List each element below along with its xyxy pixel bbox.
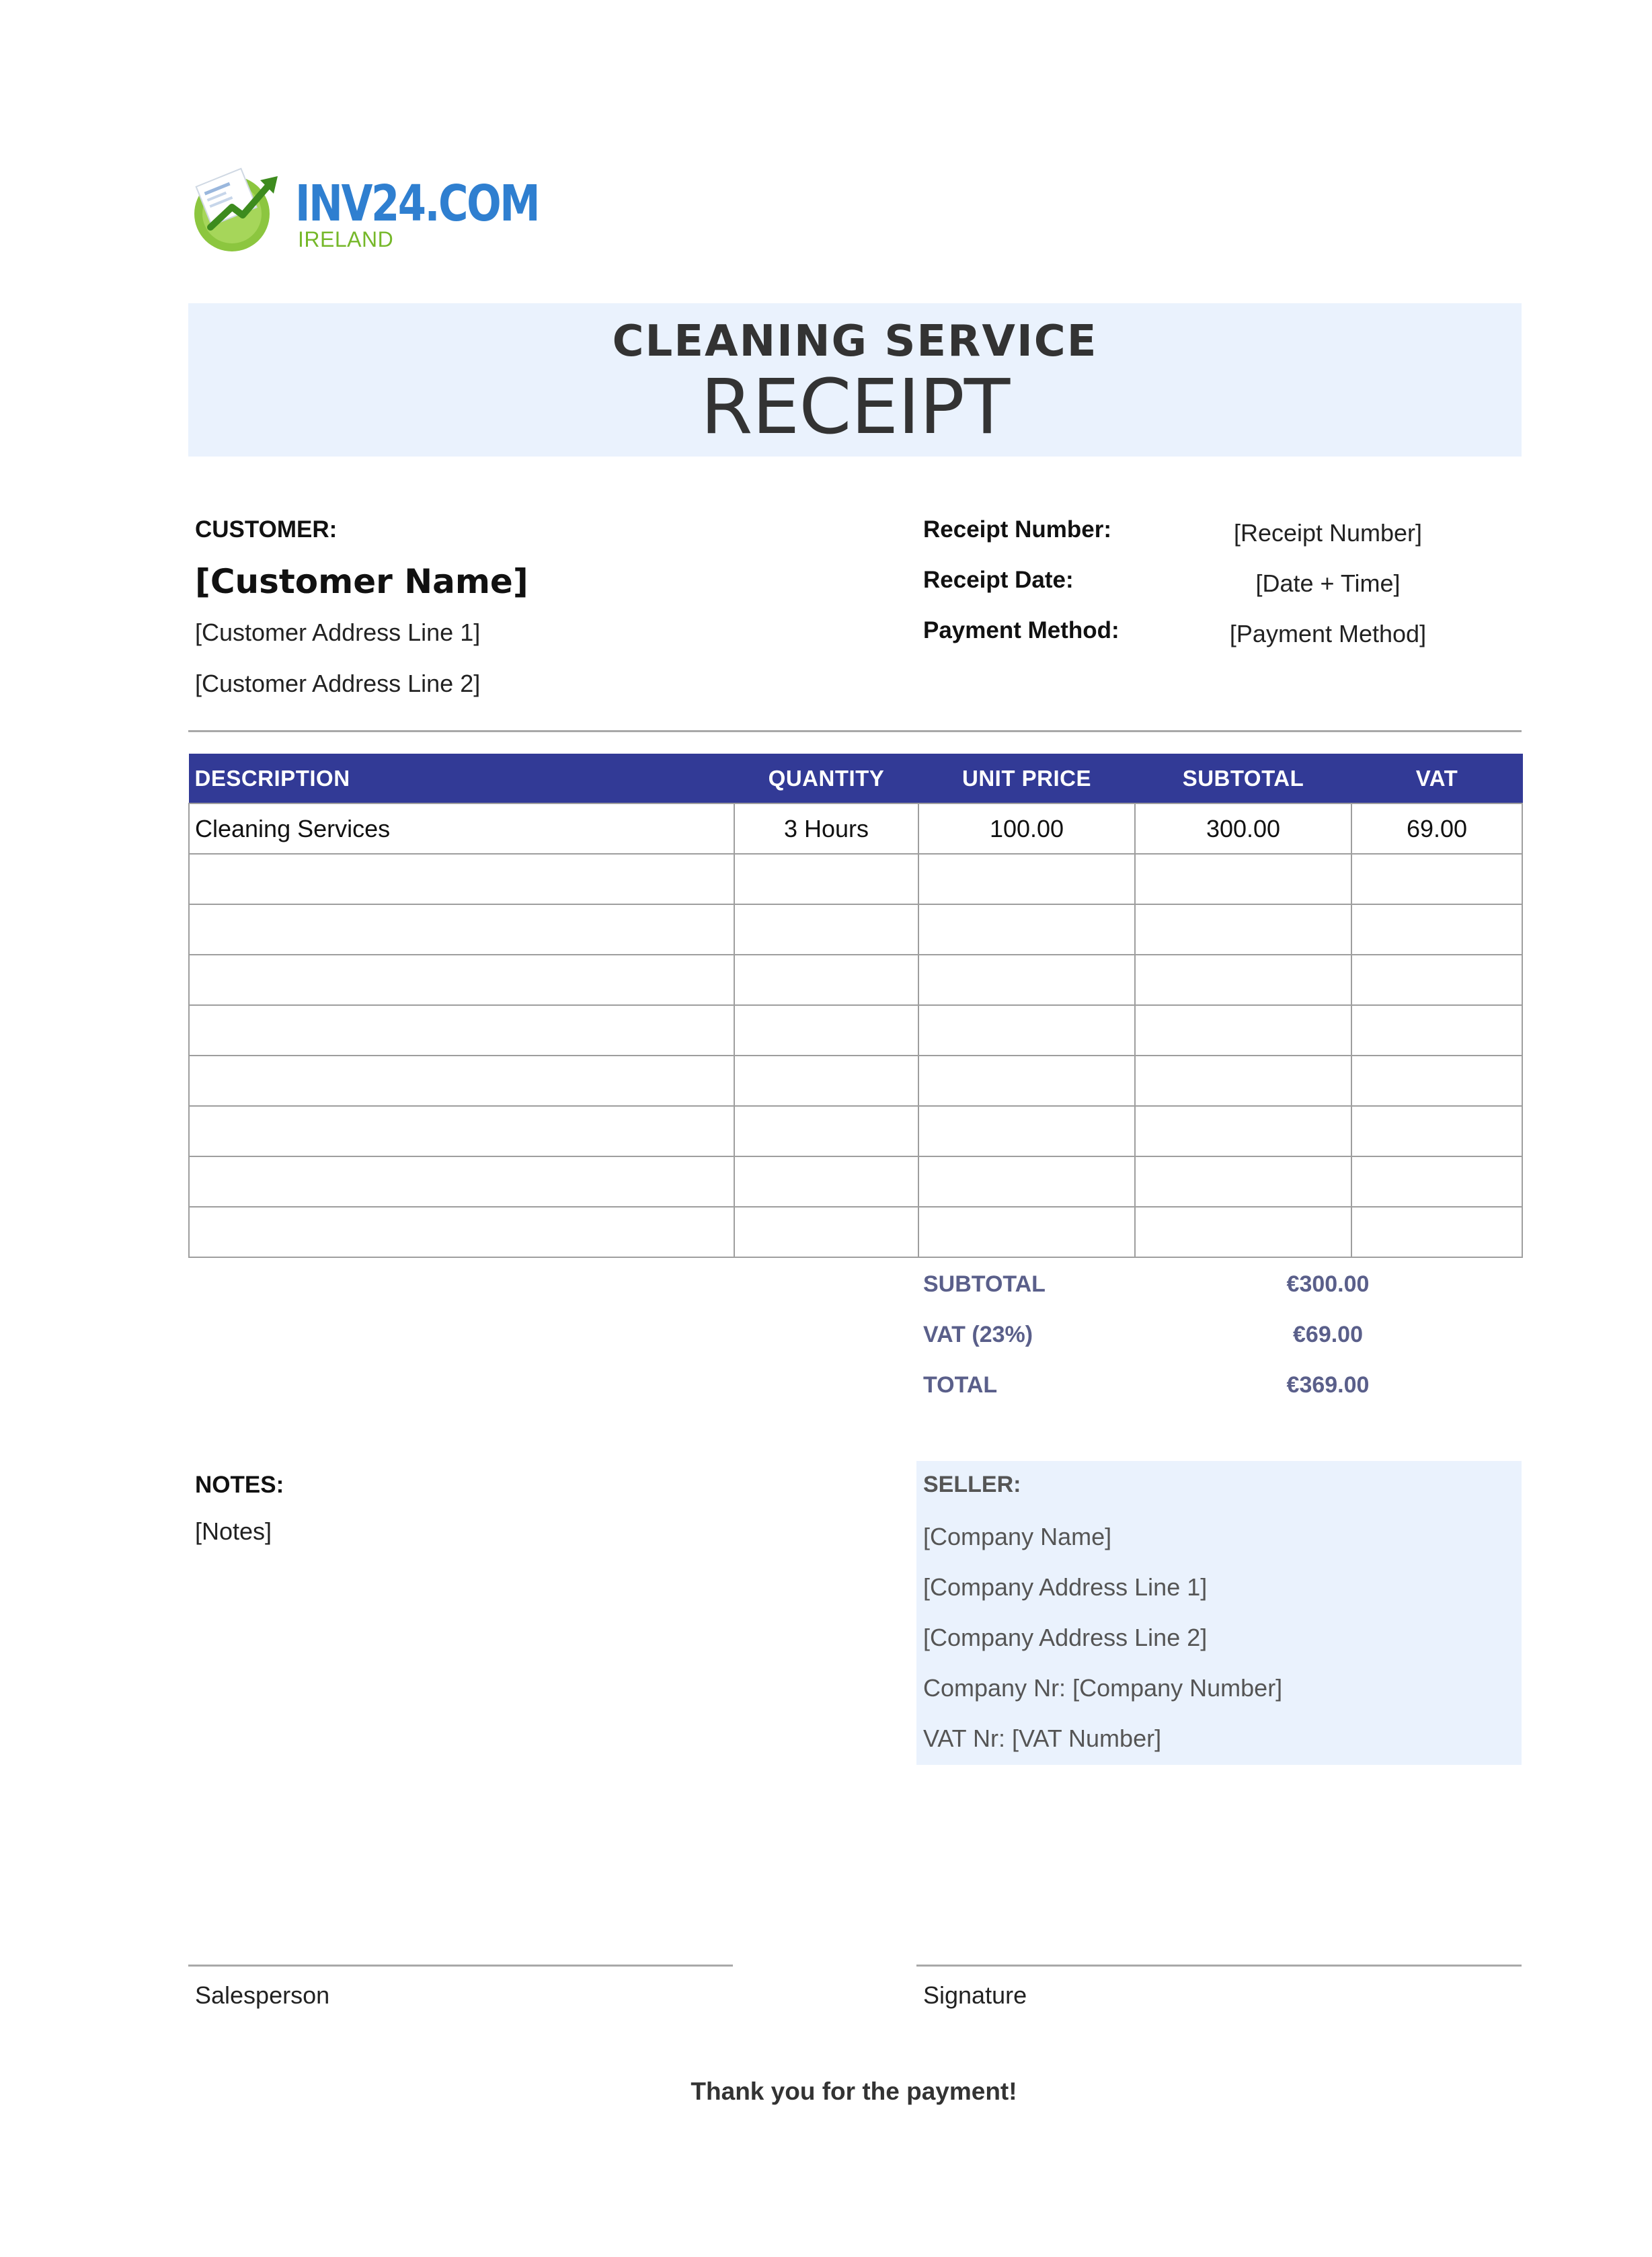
customer-name: [Customer Name] bbox=[195, 562, 528, 601]
cell-vat bbox=[1351, 1156, 1522, 1207]
customer-address-line-1: [Customer Address Line 1] bbox=[195, 619, 481, 646]
total-label: TOTAL bbox=[923, 1372, 998, 1398]
cell-vat bbox=[1351, 1207, 1522, 1257]
seller-address-line-1: [Company Address Line 1] bbox=[923, 1573, 1208, 1601]
total-value: €369.00 bbox=[1286, 1372, 1370, 1398]
cell-quantity bbox=[734, 1106, 918, 1156]
cell-quantity bbox=[734, 1056, 918, 1106]
cell-unit-price bbox=[918, 904, 1135, 955]
customer-label: CUSTOMER: bbox=[195, 516, 338, 543]
cell-quantity bbox=[734, 1156, 918, 1207]
cell-vat bbox=[1351, 1005, 1522, 1056]
cell-quantity bbox=[734, 854, 918, 904]
receipt-date-value: [Date + Time] bbox=[1255, 569, 1401, 597]
cell-subtotal bbox=[1135, 1156, 1351, 1207]
cell-unit-price bbox=[918, 1106, 1135, 1156]
cell-subtotal: 300.00 bbox=[1135, 803, 1351, 854]
salesperson-signature-line bbox=[188, 1965, 733, 1967]
receipt-number-label: Receipt Number: bbox=[923, 516, 1112, 543]
cell-description bbox=[189, 1106, 734, 1156]
cell-vat: 69.00 bbox=[1351, 803, 1522, 854]
payment-method-label: Payment Method: bbox=[923, 617, 1119, 643]
table-row bbox=[189, 955, 1522, 1005]
subtotal-label: SUBTOTAL bbox=[923, 1271, 1046, 1297]
cell-description bbox=[189, 1207, 734, 1257]
seller-label: SELLER: bbox=[923, 1472, 1021, 1497]
cell-vat bbox=[1351, 955, 1522, 1005]
cell-unit-price bbox=[918, 1056, 1135, 1106]
cell-unit-price bbox=[918, 1005, 1135, 1056]
company-logo bbox=[190, 160, 539, 254]
table-row bbox=[189, 904, 1522, 955]
cell-unit-price bbox=[918, 1156, 1135, 1207]
cell-unit-price bbox=[918, 854, 1135, 904]
column-header-quantity: QUANTITY bbox=[734, 754, 918, 804]
seller-box bbox=[916, 1461, 1522, 1765]
cell-vat bbox=[1351, 1056, 1522, 1106]
column-header-vat: VAT bbox=[1351, 754, 1522, 804]
cell-description bbox=[189, 1056, 734, 1106]
signature-line bbox=[916, 1965, 1522, 1967]
receipt-number-value: [Receipt Number] bbox=[1233, 519, 1423, 547]
cell-description bbox=[189, 1156, 734, 1207]
notes-label: NOTES: bbox=[195, 1472, 284, 1498]
cell-vat bbox=[1351, 1106, 1522, 1156]
vat-label: VAT (23%) bbox=[923, 1322, 1033, 1347]
cell-vat bbox=[1351, 904, 1522, 955]
cell-description bbox=[189, 955, 734, 1005]
cell-subtotal bbox=[1135, 904, 1351, 955]
cell-subtotal bbox=[1135, 1056, 1351, 1106]
table-row bbox=[189, 1156, 1522, 1207]
cell-description: Cleaning Services bbox=[189, 803, 734, 854]
table-row bbox=[189, 1106, 1522, 1156]
vat-value: €69.00 bbox=[1293, 1322, 1363, 1347]
section-divider bbox=[188, 730, 1522, 732]
table-row bbox=[189, 854, 1522, 904]
notes-value: [Notes] bbox=[195, 1517, 272, 1545]
items-table bbox=[188, 754, 1523, 1258]
cell-quantity bbox=[734, 955, 918, 1005]
column-header-subtotal: SUBTOTAL bbox=[1135, 754, 1351, 804]
cell-subtotal bbox=[1135, 1005, 1351, 1056]
cell-description bbox=[189, 1005, 734, 1056]
seller-company-number: Company Nr: [Company Number] bbox=[923, 1674, 1283, 1702]
cell-vat bbox=[1351, 854, 1522, 904]
cell-description bbox=[189, 854, 734, 904]
cell-unit-price bbox=[918, 955, 1135, 1005]
logo-chart-icon bbox=[190, 160, 284, 254]
cell-quantity bbox=[734, 904, 918, 955]
receipt-date-label: Receipt Date: bbox=[923, 567, 1074, 593]
thank-you-message: Thank you for the payment! bbox=[691, 2077, 1017, 2105]
cell-quantity bbox=[734, 1005, 918, 1056]
title-band bbox=[188, 303, 1522, 457]
seller-address-line-2: [Company Address Line 2] bbox=[923, 1624, 1208, 1651]
column-header-unit-price: UNIT PRICE bbox=[918, 754, 1135, 804]
payment-method-value: [Payment Method] bbox=[1229, 620, 1427, 647]
cell-unit-price: 100.00 bbox=[918, 803, 1135, 854]
cell-quantity: 3 Hours bbox=[734, 803, 918, 854]
logo-brand-text: INV24.COM bbox=[295, 175, 539, 233]
document-title: RECEIPT bbox=[700, 364, 1010, 451]
subtotal-value: €300.00 bbox=[1286, 1271, 1370, 1297]
signature-label: Signature bbox=[923, 1981, 1027, 2009]
salesperson-label: Salesperson bbox=[195, 1981, 330, 2009]
logo-country-text: IRELAND bbox=[298, 227, 394, 251]
cell-quantity bbox=[734, 1207, 918, 1257]
cell-subtotal bbox=[1135, 1106, 1351, 1156]
table-row bbox=[189, 1056, 1522, 1106]
cell-unit-price bbox=[918, 1207, 1135, 1257]
column-header-description: DESCRIPTION bbox=[189, 754, 734, 804]
cell-subtotal bbox=[1135, 854, 1351, 904]
seller-vat-number: VAT Nr: [VAT Number] bbox=[923, 1725, 1162, 1752]
table-row bbox=[189, 1005, 1522, 1056]
cell-subtotal bbox=[1135, 1207, 1351, 1257]
seller-company-name: [Company Name] bbox=[923, 1523, 1112, 1550]
customer-address-line-2: [Customer Address Line 2] bbox=[195, 670, 481, 697]
document-subtitle: CLEANING SERVICE bbox=[612, 317, 1098, 366]
cell-description bbox=[189, 904, 734, 955]
cell-subtotal bbox=[1135, 955, 1351, 1005]
table-row bbox=[189, 803, 1522, 854]
table-header-row bbox=[189, 754, 1522, 804]
table-row bbox=[189, 1207, 1522, 1257]
